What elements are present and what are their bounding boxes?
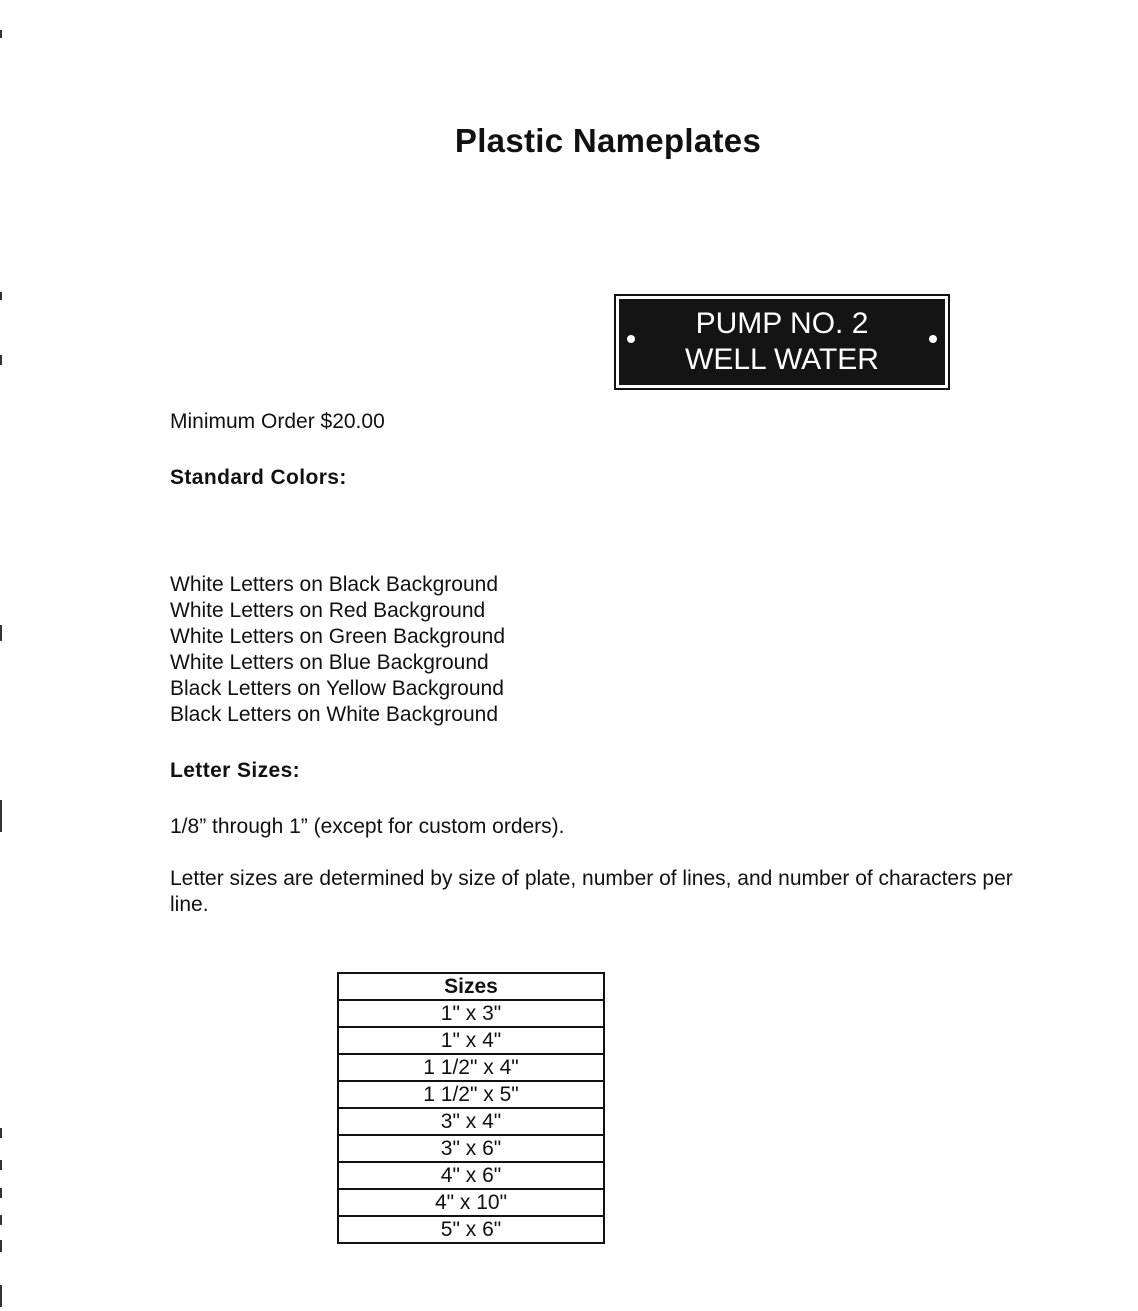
size-cell: 3" x 6" xyxy=(338,1135,604,1162)
scan-mark xyxy=(0,625,2,641)
table-row xyxy=(338,1027,604,1054)
table-row xyxy=(338,1108,604,1135)
table-row xyxy=(338,1216,604,1243)
list-item: White Letters on Black Background xyxy=(170,573,499,596)
nameplate-line-2: WELL WATER xyxy=(685,343,879,376)
scan-mark xyxy=(0,1285,2,1307)
scan-mark xyxy=(0,1215,2,1225)
mounting-hole-icon xyxy=(929,335,937,343)
table-row xyxy=(338,1135,604,1162)
size-cell: 4" x 6" xyxy=(338,1162,604,1189)
letter-size-range: 1/8” through 1” (except for custom orders). xyxy=(170,815,565,838)
standard-colors-list xyxy=(170,572,505,728)
size-cell: 5" x 6" xyxy=(338,1216,604,1243)
scan-mark xyxy=(0,1128,2,1138)
mounting-hole-icon xyxy=(627,335,635,343)
size-cell: 1" x 4" xyxy=(338,1027,604,1054)
table-row xyxy=(338,1189,604,1216)
scan-mark xyxy=(0,30,2,38)
letter-size-note: Letter sizes are determined by size of plate, number of lines, and number of characters per line. xyxy=(170,867,1013,916)
table-row xyxy=(338,1054,604,1081)
minimum-order: Minimum Order $20.00 xyxy=(170,410,385,433)
page-title: Plastic Nameplates xyxy=(454,122,762,159)
list-item: Black Letters on Yellow Background xyxy=(170,677,504,700)
table-row xyxy=(338,1081,604,1108)
table-row xyxy=(338,1000,604,1027)
scan-mark xyxy=(0,355,2,365)
nameplate-sample xyxy=(614,294,950,390)
table-row xyxy=(338,1162,604,1189)
scan-mark xyxy=(0,1188,2,1198)
standard-colors-heading: Standard Colors: xyxy=(170,466,347,489)
list-item: White Letters on Red Background xyxy=(170,599,486,622)
size-cell: 4" x 10" xyxy=(338,1189,604,1216)
list-item: White Letters on Green Background xyxy=(170,625,506,648)
list-item: Black Letters on White Background xyxy=(170,703,499,726)
nameplate-face xyxy=(619,299,945,385)
list-item: White Letters on Blue Background xyxy=(170,651,489,674)
nameplate-line-1: PUMP NO. 2 xyxy=(695,307,869,340)
size-cell: 1" x 3" xyxy=(338,1000,604,1027)
size-cell: 3" x 4" xyxy=(338,1108,604,1135)
size-cell: 1 1/2" x 4" xyxy=(338,1054,604,1081)
table-header-row xyxy=(338,973,604,1000)
sizes-column-header: Sizes xyxy=(338,973,604,1000)
scan-mark xyxy=(0,800,2,832)
size-cell: 1 1/2" x 5" xyxy=(338,1081,604,1108)
scan-mark xyxy=(0,292,2,300)
sizes-table xyxy=(337,972,605,1244)
letter-sizes-heading: Letter Sizes: xyxy=(170,759,301,782)
scan-mark xyxy=(0,1240,2,1252)
scan-mark xyxy=(0,1160,2,1170)
